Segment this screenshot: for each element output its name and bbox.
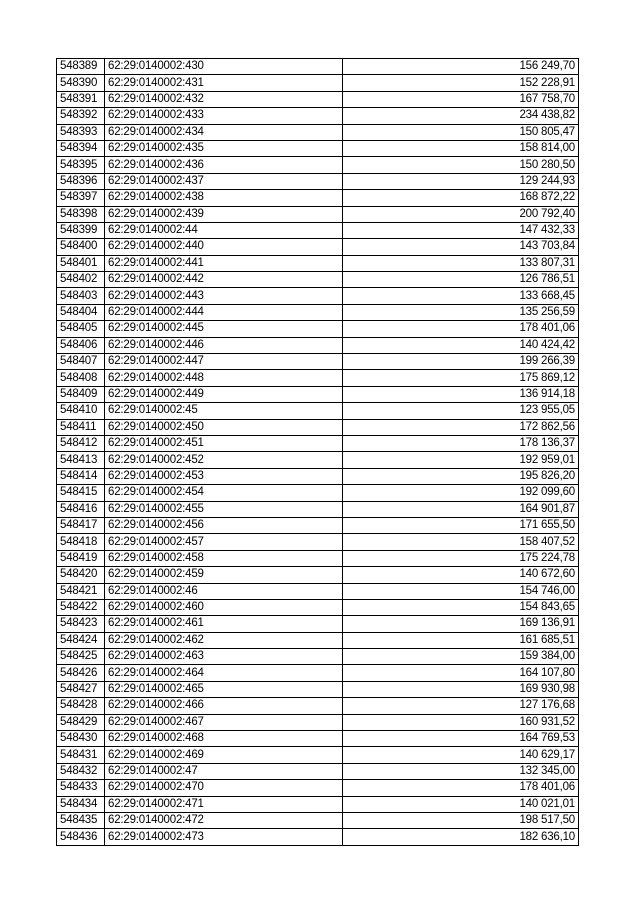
- cadastral-number-cell: 62:29:0140002:450: [105, 419, 343, 435]
- cadastral-value-cell: 182 636,10: [343, 829, 579, 845]
- cadastral-number-cell: 62:29:0140002:454: [105, 485, 343, 501]
- row-number-cell: 548424: [57, 632, 105, 648]
- table-row: [57, 108, 579, 124]
- row-number-cell: 548433: [57, 780, 105, 796]
- cadastral-value-cell: 192 099,60: [343, 485, 579, 501]
- cadastral-value-cell: 178 401,06: [343, 780, 579, 796]
- cadastral-number-cell: 62:29:0140002:447: [105, 354, 343, 370]
- row-number-cell: 548414: [57, 468, 105, 484]
- cadastral-number-cell: 62:29:0140002:434: [105, 124, 343, 140]
- cadastral-value-cell: 140 672,60: [343, 567, 579, 583]
- cadastral-value-cell: 172 862,56: [343, 419, 579, 435]
- row-number-cell: 548397: [57, 190, 105, 206]
- table-row: [57, 829, 579, 845]
- cadastral-number-cell: 62:29:0140002:463: [105, 649, 343, 665]
- table-row: [57, 304, 579, 320]
- table-row: [57, 321, 579, 337]
- row-number-cell: 548391: [57, 91, 105, 107]
- table-row: [57, 780, 579, 796]
- cadastral-value-cell: 158 407,52: [343, 534, 579, 550]
- cadastral-number-cell: 62:29:0140002:452: [105, 452, 343, 468]
- table-row: [57, 485, 579, 501]
- cadastral-value-cell: 234 438,82: [343, 108, 579, 124]
- table-row: [57, 206, 579, 222]
- cadastral-number-cell: 62:29:0140002:437: [105, 173, 343, 189]
- cadastral-number-cell: 62:29:0140002:445: [105, 321, 343, 337]
- row-number-cell: 548421: [57, 583, 105, 599]
- cadastral-value-cell: 140 629,17: [343, 747, 579, 763]
- row-number-cell: 548416: [57, 501, 105, 517]
- cadastral-number-cell: 62:29:0140002:464: [105, 665, 343, 681]
- cadastral-value-cell: 167 758,70: [343, 91, 579, 107]
- cadastral-value-cell: 136 914,18: [343, 386, 579, 402]
- row-number-cell: 548401: [57, 255, 105, 271]
- table-row: [57, 534, 579, 550]
- cadastral-number-cell: 62:29:0140002:468: [105, 731, 343, 747]
- cadastral-value-cell: 171 655,50: [343, 517, 579, 533]
- table-row: [57, 468, 579, 484]
- table-row: [57, 288, 579, 304]
- cadastral-value-cell: 156 249,70: [343, 59, 579, 75]
- cadastral-number-cell: 62:29:0140002:435: [105, 140, 343, 156]
- row-number-cell: 548420: [57, 567, 105, 583]
- table-row: [57, 140, 579, 156]
- cadastral-value-cell: 132 345,00: [343, 763, 579, 779]
- cadastral-value-cell: 147 432,33: [343, 222, 579, 238]
- row-number-cell: 548394: [57, 140, 105, 156]
- table-row: [57, 681, 579, 697]
- row-number-cell: 548418: [57, 534, 105, 550]
- table-row: [57, 173, 579, 189]
- cadastral-value-cell: 158 814,00: [343, 140, 579, 156]
- row-number-cell: 548398: [57, 206, 105, 222]
- row-number-cell: 548389: [57, 59, 105, 75]
- cadastral-number-cell: 62:29:0140002:439: [105, 206, 343, 222]
- row-number-cell: 548396: [57, 173, 105, 189]
- cadastral-number-cell: 62:29:0140002:430: [105, 59, 343, 75]
- row-number-cell: 548429: [57, 714, 105, 730]
- table-row: [57, 272, 579, 288]
- row-number-cell: 548417: [57, 517, 105, 533]
- row-number-cell: 548411: [57, 419, 105, 435]
- table-row: [57, 157, 579, 173]
- table-row: [57, 190, 579, 206]
- row-number-cell: 548428: [57, 698, 105, 714]
- cadastral-value-cell: 160 931,52: [343, 714, 579, 730]
- cadastral-number-cell: 62:29:0140002:433: [105, 108, 343, 124]
- row-number-cell: 548419: [57, 550, 105, 566]
- table-row: [57, 222, 579, 238]
- table-row: [57, 517, 579, 533]
- cadastral-number-cell: 62:29:0140002:460: [105, 599, 343, 615]
- table-row: [57, 731, 579, 747]
- cadastral-number-cell: 62:29:0140002:438: [105, 190, 343, 206]
- table-row: [57, 386, 579, 402]
- row-number-cell: 548395: [57, 157, 105, 173]
- table-row: [57, 435, 579, 451]
- row-number-cell: 548392: [57, 108, 105, 124]
- cadastral-value-cell: 133 668,45: [343, 288, 579, 304]
- cadastral-value-cell: 178 136,37: [343, 435, 579, 451]
- row-number-cell: 548403: [57, 288, 105, 304]
- cadastral-value-cell: 164 901,87: [343, 501, 579, 517]
- cadastral-value-cell: 195 826,20: [343, 468, 579, 484]
- row-number-cell: 548434: [57, 796, 105, 812]
- cadastral-value-cell: 161 685,51: [343, 632, 579, 648]
- cadastral-value-cell: 192 959,01: [343, 452, 579, 468]
- row-number-cell: 548436: [57, 829, 105, 845]
- cadastral-value-cell: 140 424,42: [343, 337, 579, 353]
- cadastral-number-cell: 62:29:0140002:455: [105, 501, 343, 517]
- table-row: [57, 698, 579, 714]
- cadastral-value-cell: 127 176,68: [343, 698, 579, 714]
- row-number-cell: 548431: [57, 747, 105, 763]
- cadastral-value-cell: 169 136,91: [343, 616, 579, 632]
- cadastral-number-cell: 62:29:0140002:446: [105, 337, 343, 353]
- cadastral-number-cell: 62:29:0140002:453: [105, 468, 343, 484]
- row-number-cell: 548408: [57, 370, 105, 386]
- cadastral-value-cell: 143 703,84: [343, 239, 579, 255]
- cadastral-number-cell: 62:29:0140002:449: [105, 386, 343, 402]
- table-row: [57, 567, 579, 583]
- cadastral-number-cell: 62:29:0140002:443: [105, 288, 343, 304]
- row-number-cell: 548412: [57, 435, 105, 451]
- cadastral-number-cell: 62:29:0140002:465: [105, 681, 343, 697]
- cadastral-value-cell: 154 746,00: [343, 583, 579, 599]
- table-row: [57, 255, 579, 271]
- cadastral-value-cell: 198 517,50: [343, 812, 579, 828]
- table-row: [57, 550, 579, 566]
- cadastral-number-cell: 62:29:0140002:459: [105, 567, 343, 583]
- row-number-cell: 548409: [57, 386, 105, 402]
- table-row: [57, 649, 579, 665]
- table-row: [57, 665, 579, 681]
- cadastral-value-cell: 169 930,98: [343, 681, 579, 697]
- cadastral-value-cell: 150 805,47: [343, 124, 579, 140]
- cadastral-value-cell: 129 244,93: [343, 173, 579, 189]
- cadastral-value-cell: 133 807,31: [343, 255, 579, 271]
- cadastral-value-cell: 126 786,51: [343, 272, 579, 288]
- cadastral-number-cell: 62:29:0140002:47: [105, 763, 343, 779]
- row-number-cell: 548407: [57, 354, 105, 370]
- table-row: [57, 763, 579, 779]
- table-row: [57, 599, 579, 615]
- cadastral-value-cell: 168 872,22: [343, 190, 579, 206]
- table-row: [57, 370, 579, 386]
- table-row: [57, 747, 579, 763]
- row-number-cell: 548435: [57, 812, 105, 828]
- row-number-cell: 548400: [57, 239, 105, 255]
- cadastral-number-cell: 62:29:0140002:467: [105, 714, 343, 730]
- cadastral-number-cell: 62:29:0140002:470: [105, 780, 343, 796]
- table-row: [57, 714, 579, 730]
- row-number-cell: 548427: [57, 681, 105, 697]
- cadastral-number-cell: 62:29:0140002:473: [105, 829, 343, 845]
- table-row: [57, 239, 579, 255]
- row-number-cell: 548404: [57, 304, 105, 320]
- cadastral-number-cell: 62:29:0140002:440: [105, 239, 343, 255]
- row-number-cell: 548402: [57, 272, 105, 288]
- cadastral-number-cell: 62:29:0140002:471: [105, 796, 343, 812]
- row-number-cell: 548425: [57, 649, 105, 665]
- row-number-cell: 548410: [57, 403, 105, 419]
- table-row: [57, 59, 579, 75]
- table-body: [57, 59, 579, 846]
- cadastral-number-cell: 62:29:0140002:457: [105, 534, 343, 550]
- cadastral-number-cell: 62:29:0140002:466: [105, 698, 343, 714]
- cadastral-number-cell: 62:29:0140002:461: [105, 616, 343, 632]
- row-number-cell: 548415: [57, 485, 105, 501]
- cadastral-value-cell: 152 228,91: [343, 75, 579, 91]
- cadastral-number-cell: 62:29:0140002:44: [105, 222, 343, 238]
- cadastral-number-cell: 62:29:0140002:456: [105, 517, 343, 533]
- cadastral-number-cell: 62:29:0140002:432: [105, 91, 343, 107]
- cadastral-value-table: [56, 58, 579, 846]
- row-number-cell: 548423: [57, 616, 105, 632]
- cadastral-value-cell: 164 769,53: [343, 731, 579, 747]
- cadastral-value-cell: 123 955,05: [343, 403, 579, 419]
- cadastral-value-cell: 175 224,78: [343, 550, 579, 566]
- table-row: [57, 583, 579, 599]
- cadastral-value-cell: 164 107,80: [343, 665, 579, 681]
- table-row: [57, 75, 579, 91]
- table-row: [57, 337, 579, 353]
- table-row: [57, 796, 579, 812]
- cadastral-value-cell: 159 384,00: [343, 649, 579, 665]
- cadastral-number-cell: 62:29:0140002:462: [105, 632, 343, 648]
- table-row: [57, 91, 579, 107]
- cadastral-value-cell: 140 021,01: [343, 796, 579, 812]
- cadastral-value-cell: 199 266,39: [343, 354, 579, 370]
- cadastral-number-cell: 62:29:0140002:472: [105, 812, 343, 828]
- row-number-cell: 548413: [57, 452, 105, 468]
- cadastral-number-cell: 62:29:0140002:448: [105, 370, 343, 386]
- table-row: [57, 632, 579, 648]
- row-number-cell: 548393: [57, 124, 105, 140]
- cadastral-number-cell: 62:29:0140002:46: [105, 583, 343, 599]
- cadastral-number-cell: 62:29:0140002:441: [105, 255, 343, 271]
- row-number-cell: 548422: [57, 599, 105, 615]
- row-number-cell: 548390: [57, 75, 105, 91]
- table-row: [57, 501, 579, 517]
- row-number-cell: 548405: [57, 321, 105, 337]
- cadastral-value-cell: 200 792,40: [343, 206, 579, 222]
- cadastral-number-cell: 62:29:0140002:436: [105, 157, 343, 173]
- cadastral-number-cell: 62:29:0140002:469: [105, 747, 343, 763]
- table-row: [57, 419, 579, 435]
- cadastral-number-cell: 62:29:0140002:458: [105, 550, 343, 566]
- table-row: [57, 403, 579, 419]
- cadastral-number-cell: 62:29:0140002:444: [105, 304, 343, 320]
- cadastral-value-cell: 135 256,59: [343, 304, 579, 320]
- cadastral-number-cell: 62:29:0140002:431: [105, 75, 343, 91]
- cadastral-value-cell: 175 869,12: [343, 370, 579, 386]
- table-row: [57, 812, 579, 828]
- cadastral-number-cell: 62:29:0140002:442: [105, 272, 343, 288]
- table-row: [57, 354, 579, 370]
- cadastral-number-cell: 62:29:0140002:45: [105, 403, 343, 419]
- cadastral-value-cell: 178 401,06: [343, 321, 579, 337]
- cadastral-value-cell: 150 280,50: [343, 157, 579, 173]
- row-number-cell: 548399: [57, 222, 105, 238]
- row-number-cell: 548430: [57, 731, 105, 747]
- table-row: [57, 452, 579, 468]
- cadastral-value-cell: 154 843,65: [343, 599, 579, 615]
- cadastral-number-cell: 62:29:0140002:451: [105, 435, 343, 451]
- row-number-cell: 548432: [57, 763, 105, 779]
- table-row: [57, 616, 579, 632]
- row-number-cell: 548406: [57, 337, 105, 353]
- table-row: [57, 124, 579, 140]
- row-number-cell: 548426: [57, 665, 105, 681]
